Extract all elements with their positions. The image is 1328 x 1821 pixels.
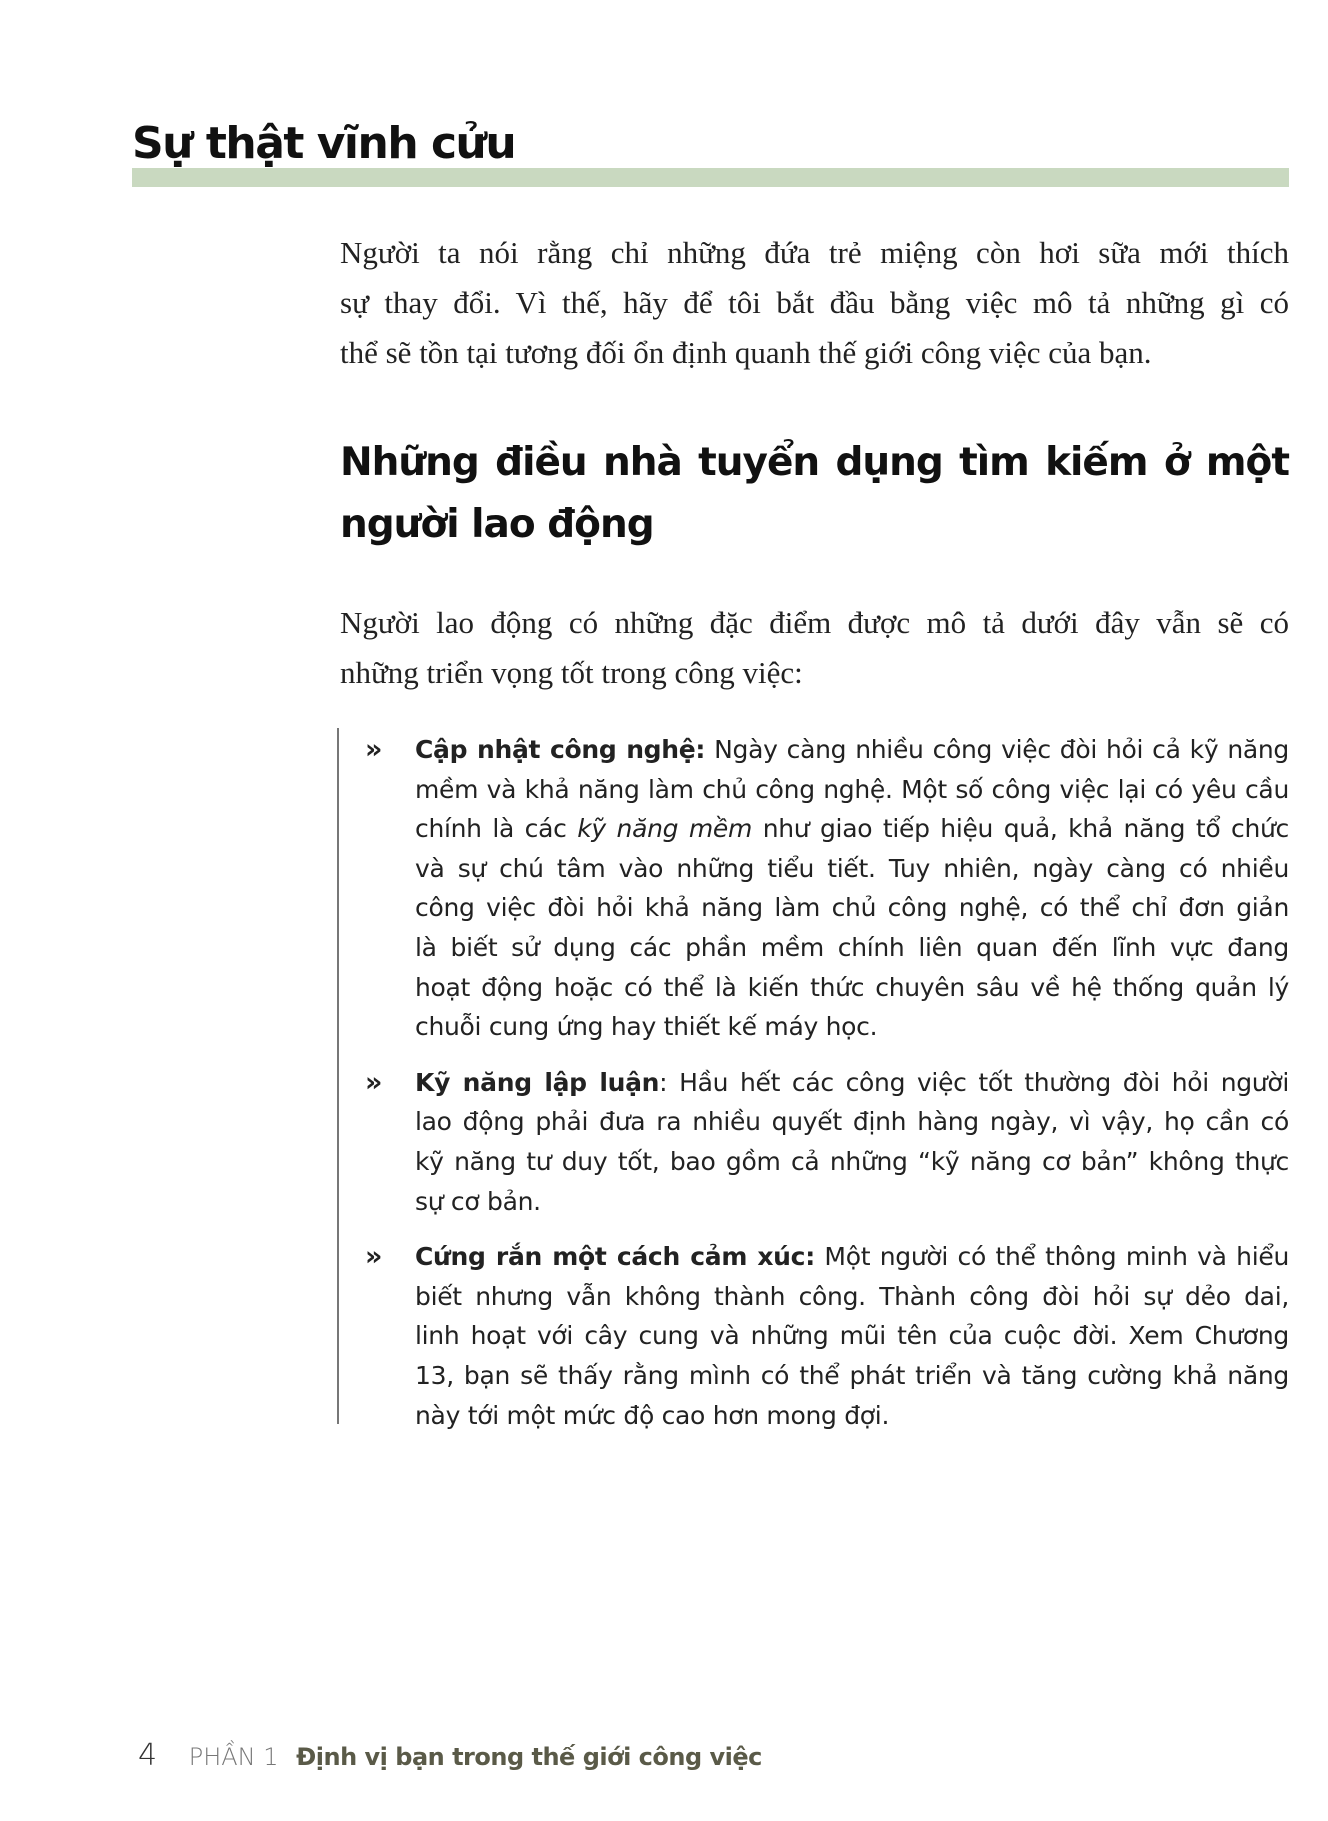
- bullet-text-line: [415, 1237, 1289, 1277]
- bullet-term: Kỹ năng lập luận: [415, 1067, 660, 1097]
- bullet-text-line: [415, 1182, 1289, 1222]
- bullet-text-line: [415, 1316, 1289, 1356]
- bullet-text-line: [415, 1007, 1289, 1047]
- text-line: sự thay đổi. Vì thế, hãy để tôi bắt đầu bằng việc mô tả những gì có: [340, 285, 1289, 320]
- bullet-item: [365, 1063, 1289, 1221]
- bullet-text-line: [415, 809, 1289, 849]
- bullet-text: Một người có thể thông minh và hiểu: [814, 1242, 1289, 1272]
- bullet-text: công việc đòi hỏi khả năng làm chủ công nghệ, có thể chỉ đơn giản: [415, 893, 1289, 923]
- bullet-marker-icon: »: [365, 1066, 383, 1098]
- bullet-text: này tới một mức độ cao hơn mong đợi.: [415, 1400, 890, 1430]
- part-label: PHẦN 1: [188, 1743, 279, 1771]
- bullet-text-line: [415, 928, 1289, 968]
- text-line: Người lao động có những đặc điểm được mô tả dưới đây vẫn sẽ có: [340, 605, 1289, 640]
- bullet-text: mềm và khả năng làm chủ công nghệ. Một số công việc lại có yêu cầu: [415, 774, 1289, 804]
- bullet-marker-icon: »: [365, 734, 383, 765]
- bullet-text-line: [415, 849, 1289, 889]
- section-title-underline-bar: [132, 168, 1289, 187]
- bullet-text: là biết sử dụng các phần mềm chính liên quan đến lĩnh vực đang: [415, 932, 1289, 962]
- text-line: những triển vọng tốt trong công việc:: [340, 655, 803, 690]
- bullet-text: lao động phải đưa ra nhiều quyết định hàng ngày, vì vậy, họ cần có: [415, 1107, 1289, 1137]
- subheading-line: người lao động: [340, 502, 654, 547]
- bullet-term: Cập nhật công nghệ:: [415, 735, 706, 764]
- bullet-text-line: [415, 968, 1289, 1008]
- bullet-text-line: [415, 1356, 1289, 1396]
- section-title: Sự thật vĩnh cửu: [132, 118, 516, 169]
- bullet-text: linh hoạt với cây cung và những mũi tên của cuộc đời. Xem Chương: [415, 1321, 1289, 1351]
- bullet-text: chuỗi cung ứng hay thiết kế máy học.: [415, 1012, 878, 1042]
- list-vertical-rule: [337, 728, 339, 1424]
- bullet-text-line: [415, 730, 1289, 770]
- bullet-text-line: [415, 1063, 1289, 1103]
- bullet-item: [365, 730, 1289, 1047]
- bullet-text: hoạt động hoặc có thể là kiến thức chuyên sâu về hệ thống quản lý: [415, 972, 1289, 1002]
- page-number: 4: [138, 1738, 158, 1773]
- subheading: [340, 432, 1289, 556]
- bullet-text: như giao tiếp hiệu quả, khả năng tổ chức: [752, 814, 1289, 844]
- bullet-marker-icon: »: [365, 1241, 383, 1273]
- bullet-text: : Hầu hết các công việc tốt thường đòi hỏi người: [659, 1067, 1289, 1097]
- bullet-text: sự cơ bản.: [415, 1186, 541, 1216]
- bullet-text: và sự chú tâm vào những tiểu tiết. Tuy nhiên, ngày càng có nhiều: [415, 853, 1289, 883]
- bullet-text: Ngày càng nhiều công việc đòi hỏi cả kỹ năng: [705, 735, 1290, 764]
- chapter-title: Định vị bạn trong thế giới công việc: [296, 1743, 762, 1771]
- bullet-term: Cứng rắn một cách cảm xúc:: [415, 1242, 815, 1272]
- bullet-list: [365, 730, 1289, 1451]
- text-line: Người ta nói rằng chỉ những đứa trẻ miệng còn hơi sữa mới thích: [340, 235, 1289, 270]
- page-footer: [138, 1738, 762, 1773]
- bullet-text: chính là các: [415, 814, 578, 844]
- bullet-text-line: [415, 770, 1289, 810]
- bullet-text-line: [415, 1396, 1289, 1436]
- bullet-text: biết nhưng vẫn không thành công. Thành công đòi hỏi sự dẻo dai,: [415, 1281, 1289, 1311]
- bullet-text-line: [415, 1277, 1289, 1317]
- emphasis-text: kỹ năng mềm: [577, 814, 753, 844]
- bullet-text: kỹ năng tư duy tốt, bao gồm cả những “kỹ năng cơ bản” không thực: [415, 1146, 1289, 1176]
- bullet-text-line: [415, 1102, 1289, 1142]
- subheading-line: Những điều nhà tuyển dụng tìm kiếm ở một: [340, 440, 1289, 485]
- text-line: thể sẽ tồn tại tương đối ổn định quanh thế giới công việc của bạn.: [340, 335, 1152, 370]
- bullet-item: [365, 1237, 1289, 1435]
- bullet-text-line: [415, 1142, 1289, 1182]
- bullet-text-line: [415, 888, 1289, 928]
- lead-paragraph: [340, 598, 1289, 698]
- intro-paragraph: [340, 228, 1289, 378]
- bullet-text: 13, bạn sẽ thấy rằng mình có thể phát triển và tăng cường khả năng: [415, 1360, 1289, 1390]
